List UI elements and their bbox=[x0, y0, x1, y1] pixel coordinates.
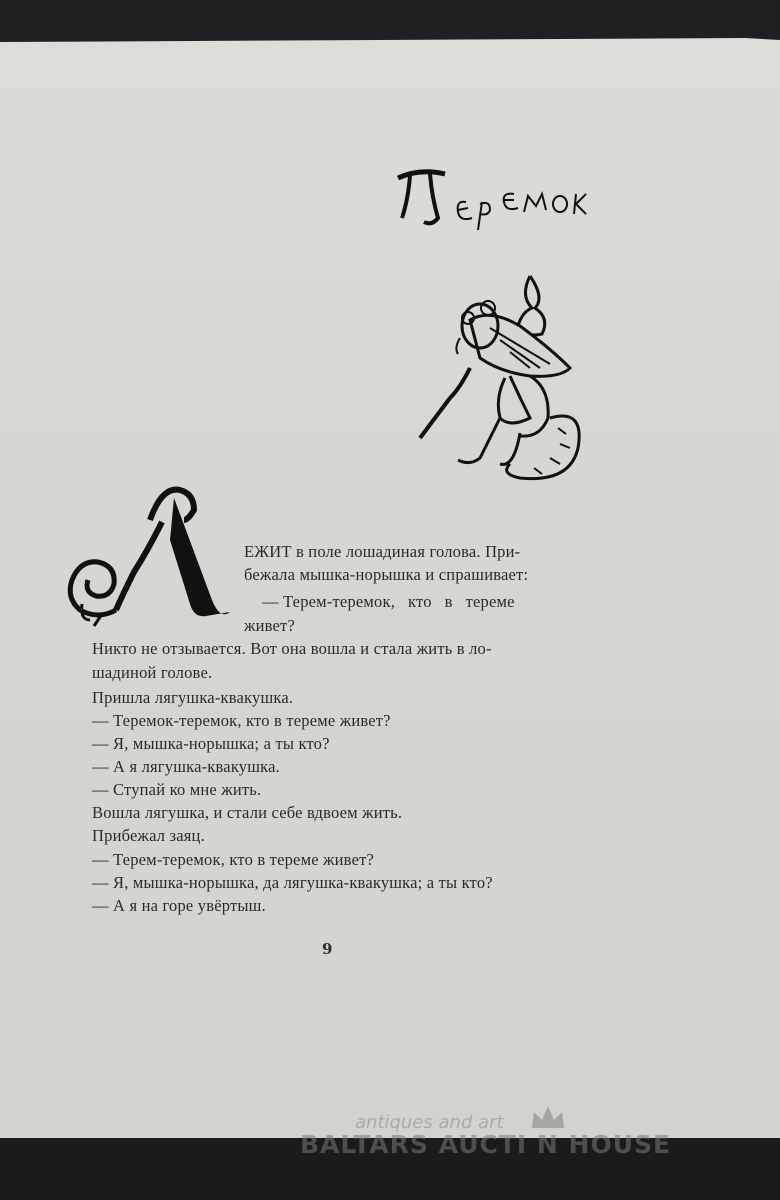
text-line: Вошла лягушка, и стали себе вдвоем жить. bbox=[92, 803, 403, 822]
text-line: — Ступай ко мне жить. bbox=[92, 780, 262, 799]
text-line: бежала мышка-норышка и спрашивает: bbox=[244, 565, 529, 584]
watermark-brand: BALTARS AUCTI N HOUSE bbox=[300, 1130, 672, 1159]
text-line: — Я, мышка-норышка, да лягушка-квакушка; а ты кто? bbox=[92, 873, 493, 892]
text-line: живет? bbox=[244, 616, 295, 635]
text-line: Пришла лягушка-квакушка. bbox=[92, 688, 294, 707]
text-line: — Терем-теремок, кто в тереме живет? bbox=[92, 850, 375, 869]
text-line: — Терем-теремок, кто в тереме bbox=[262, 592, 515, 611]
watermark-tagline: antiques and art bbox=[355, 1112, 504, 1133]
text-line: — А я лягушка-квакушка. bbox=[92, 757, 280, 776]
crown-icon bbox=[528, 1102, 568, 1132]
text-line: Никто не отзывается. Вот она вошла и стала жить в ло- bbox=[92, 639, 492, 658]
text-line: ЕЖИТ в поле лошадиная голова. При- bbox=[244, 542, 521, 561]
text-line: шадиной голове. bbox=[92, 663, 213, 682]
title-lettering bbox=[390, 160, 610, 240]
text-line: — А я на горе увёртыш. bbox=[92, 896, 266, 915]
text-line: Прибежал заяц. bbox=[92, 826, 205, 845]
drop-cap-letter bbox=[62, 480, 242, 640]
mouse-illustration bbox=[410, 268, 600, 498]
text-line: — Теремок-теремок, кто в тереме живет? bbox=[92, 711, 391, 730]
text-line: — Я, мышка-норышка; а ты кто? bbox=[92, 734, 330, 753]
page-number: 9 bbox=[322, 940, 333, 958]
